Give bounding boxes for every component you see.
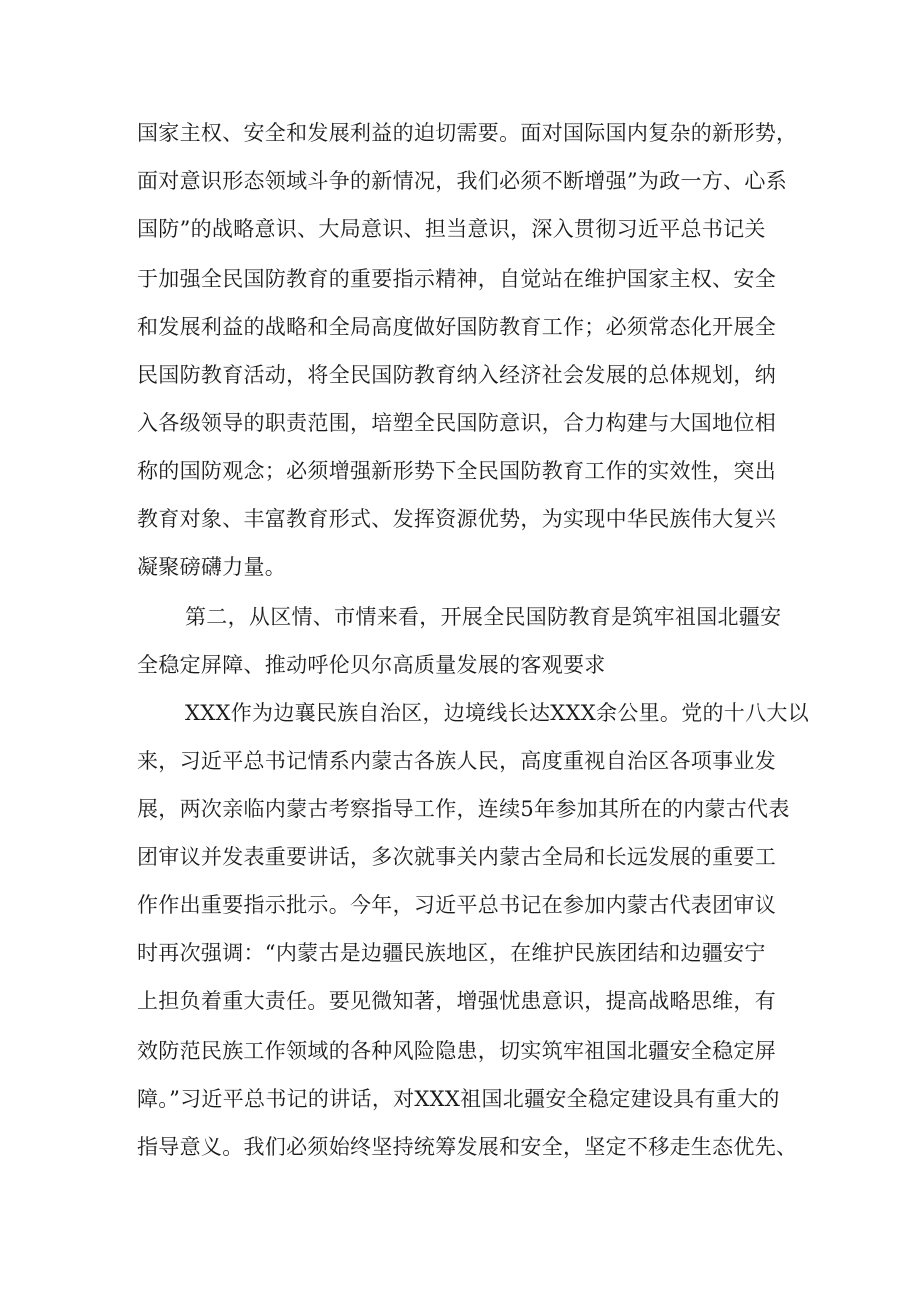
paragraph-1-line: 入各级领导的职责范围，培塑全民国防意识，合力构建与大国地位相 xyxy=(137,411,776,435)
paragraph-1-line: 面对意识形态领域斗争的新情况，我们必须不断增强”为政一方、心系 xyxy=(137,169,788,193)
paragraph-3-line: 展，两次亲临内蒙古考察指导工作，连续5年参加其所在的内蒙古代表 xyxy=(137,797,790,821)
paragraph-3-line: 作作出重要指示批示。今年，习近平总书记在参加内蒙古代表团审议 xyxy=(137,893,776,917)
paragraph-3-line: 效防范民族工作领域的各种风险隐患，切实筑牢祖国北疆安全稳定屏 xyxy=(137,1039,776,1063)
paragraph-1-line: 凝聚磅礴力量。 xyxy=(137,555,287,579)
paragraph-3-line: 指导意义。我们必须始终坚持统筹发展和安全，坚定不移走生态优先、 xyxy=(137,1135,798,1159)
paragraph-1-line: 称的国防观念；必须增强新形势下全民国防教育工作的实效性，突出 xyxy=(137,459,776,483)
section-heading-line: 全稳定屏障、推动呼伦贝尔高质量发展的客观要求 xyxy=(137,653,606,677)
paragraph-3-line: 团审议并发表重要讲话，多次就事关内蒙古全局和长远发展的重要工 xyxy=(137,845,776,869)
paragraph-3-line: 时再次强调：“内蒙古是边疆民族地区，在维护民族团结和边疆安宁 xyxy=(137,941,766,965)
paragraph-1-line: 国防”的战略意识、大局意识、担当意识，深入贯彻习近平总书记关 xyxy=(137,217,766,241)
paragraph-3-line: 上担负着重大责任。要见微知著，增强忧患意识，提高战略思维，有 xyxy=(137,989,776,1013)
paragraph-3-line: 来，习近平总书记情系内蒙古各族人民，高度重视自治区各项事业发 xyxy=(137,749,776,773)
paragraph-3-line: 障。”习近平总书记的讲话，对XXX祖国北疆安全稳定建设具有重大的 xyxy=(137,1087,780,1111)
paragraph-1-line: 民国防教育活动，将全民国防教育纳入经济社会发展的总体规划，纳 xyxy=(137,363,776,387)
paragraph-1-line: 和发展利益的战略和全局高度做好国防教育工作；必须常态化开展全 xyxy=(137,315,776,339)
paragraph-1-line: 国家主权、安全和发展利益的迫切需要。面对国际国内复杂的新形势， xyxy=(137,121,798,145)
paragraph-1-line: 教育对象、丰富教育形式、发挥资源优势，为实现中华民族伟大复兴 xyxy=(137,507,776,531)
section-heading-line: 第二，从区情、市情来看，开展全民国防教育是筑牢祖国北疆安 xyxy=(185,605,782,629)
paragraph-3-line: XXX作为边襄民族自治区，边境线长达XXX余公里。党的十八大以 xyxy=(185,701,809,725)
paragraph-1-line: 于加强全民国防教育的重要指示精神，自觉站在维护国家主权、安全 xyxy=(137,267,776,291)
